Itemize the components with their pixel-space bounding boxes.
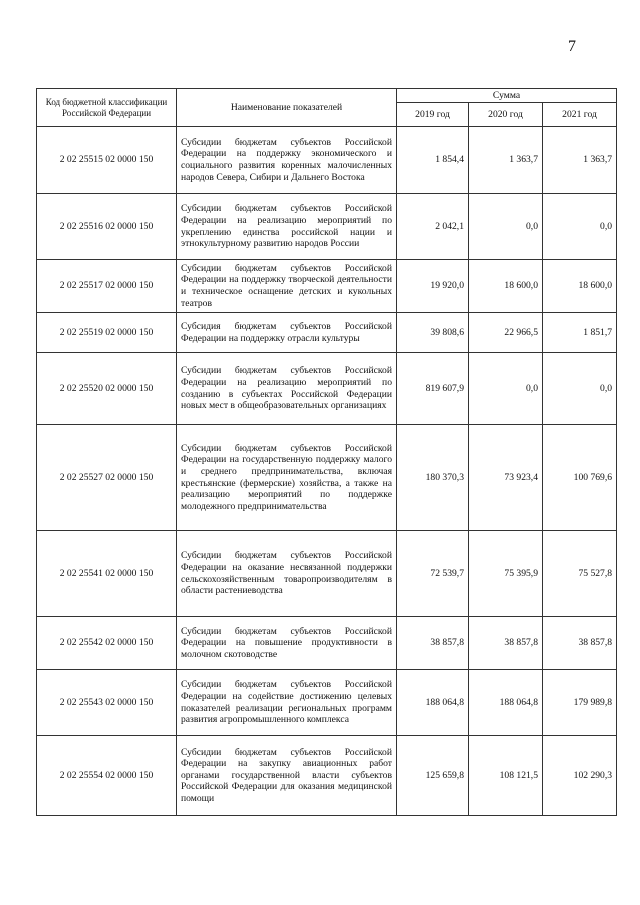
row-name: Субсидии бюджетам субъектов Российской Федерации на повышение продуктивности в молочном скотоводстве xyxy=(177,617,397,670)
table-row xyxy=(37,425,617,531)
table-row xyxy=(37,531,617,617)
row-value-2019: 180 370,3 xyxy=(397,425,469,531)
row-code: 2 02 25519 02 0000 150 xyxy=(37,313,177,353)
header-sum: Сумма xyxy=(397,89,617,103)
row-value-2019: 125 659,8 xyxy=(397,736,469,816)
row-value-2020: 0,0 xyxy=(469,194,543,260)
row-value-2019: 39 808,6 xyxy=(397,313,469,353)
table-row xyxy=(37,617,617,670)
row-value-2021: 38 857,8 xyxy=(543,617,617,670)
row-name: Субсидии бюджетам субъектов Российской Федерации на закупку авиационных работ органами государственной власти субъектов Российской Федерации для оказания медицинской помощи xyxy=(177,736,397,816)
table-header xyxy=(37,89,617,127)
table-row xyxy=(37,194,617,260)
row-value-2020: 188 064,8 xyxy=(469,670,543,736)
row-value-2021: 0,0 xyxy=(543,353,617,425)
header-name: Наименование показателей xyxy=(177,89,397,127)
table-row xyxy=(37,736,617,816)
row-value-2021: 100 769,6 xyxy=(543,425,617,531)
row-value-2021: 1 851,7 xyxy=(543,313,617,353)
page-number: 7 xyxy=(568,38,576,55)
row-name: Субсидии бюджетам субъектов Российской Федерации на реализацию мероприятий по укреплению единства российской нации и этнокультурному развитию народов России xyxy=(177,194,397,260)
table-row xyxy=(37,260,617,313)
row-value-2020: 38 857,8 xyxy=(469,617,543,670)
row-value-2020: 108 121,5 xyxy=(469,736,543,816)
table-row xyxy=(37,127,617,194)
row-code: 2 02 25515 02 0000 150 xyxy=(37,127,177,194)
row-value-2020: 22 966,5 xyxy=(469,313,543,353)
table-row xyxy=(37,670,617,736)
header-code: Код бюджетной классификации Российской Федерации xyxy=(37,89,177,127)
row-value-2020: 1 363,7 xyxy=(469,127,543,194)
header-year-2019: 2019 год xyxy=(397,103,469,127)
row-code: 2 02 25543 02 0000 150 xyxy=(37,670,177,736)
row-value-2019: 1 854,4 xyxy=(397,127,469,194)
row-value-2021: 102 290,3 xyxy=(543,736,617,816)
row-name: Субсидии бюджетам субъектов Российской Федерации на поддержку экономического и социального развития коренных малочисленных народов Севера, Сибири и Дальнего Востока xyxy=(177,127,397,194)
row-value-2019: 819 607,9 xyxy=(397,353,469,425)
row-value-2021: 75 527,8 xyxy=(543,531,617,617)
row-value-2020: 18 600,0 xyxy=(469,260,543,313)
row-value-2019: 72 539,7 xyxy=(397,531,469,617)
row-value-2019: 188 064,8 xyxy=(397,670,469,736)
table-row xyxy=(37,353,617,425)
row-name: Субсидии бюджетам субъектов Российской Федерации на оказание несвязанной поддержки сельскохозяйственным товаропроизводителям в области растениеводства xyxy=(177,531,397,617)
row-code: 2 02 25554 02 0000 150 xyxy=(37,736,177,816)
row-code: 2 02 25516 02 0000 150 xyxy=(37,194,177,260)
row-value-2019: 19 920,0 xyxy=(397,260,469,313)
row-name: Субсидии бюджетам субъектов Российской Федерации на реализацию мероприятий по созданию в субъектах Российской Федерации новых мест в общеобразовательных организациях xyxy=(177,353,397,425)
row-value-2020: 73 923,4 xyxy=(469,425,543,531)
row-name: Субсидии бюджетам субъектов Российской Федерации на государственную поддержку малого и среднего предпринимательства, включая крестьянские (фермерские) хозяйства, а также на реализацию мероприятий по поддержке молодежного предпринимательства xyxy=(177,425,397,531)
row-code: 2 02 25542 02 0000 150 xyxy=(37,617,177,670)
row-value-2021: 1 363,7 xyxy=(543,127,617,194)
header-year-2020: 2020 год xyxy=(469,103,543,127)
row-name: Субсидия бюджетам субъектов Российской Федерации на поддержку отрасли культуры xyxy=(177,313,397,353)
table-body xyxy=(37,127,617,816)
row-value-2020: 75 395,9 xyxy=(469,531,543,617)
header-year-2021: 2021 год xyxy=(543,103,617,127)
table-row xyxy=(37,313,617,353)
row-value-2020: 0,0 xyxy=(469,353,543,425)
row-value-2019: 38 857,8 xyxy=(397,617,469,670)
row-value-2021: 0,0 xyxy=(543,194,617,260)
row-code: 2 02 25527 02 0000 150 xyxy=(37,425,177,531)
budget-table xyxy=(36,88,617,816)
row-code: 2 02 25517 02 0000 150 xyxy=(37,260,177,313)
row-name: Субсидии бюджетам субъектов Российской Федерации на поддержку творческой деятельности и техническое оснащение детских и кукольных театров xyxy=(177,260,397,313)
row-value-2021: 179 989,8 xyxy=(543,670,617,736)
row-value-2019: 2 042,1 xyxy=(397,194,469,260)
row-code: 2 02 25520 02 0000 150 xyxy=(37,353,177,425)
row-name: Субсидии бюджетам субъектов Российской Федерации на содействие достижению целевых показателей реализации региональных программ развития агропромышленного комплекса xyxy=(177,670,397,736)
row-code: 2 02 25541 02 0000 150 xyxy=(37,531,177,617)
row-value-2021: 18 600,0 xyxy=(543,260,617,313)
